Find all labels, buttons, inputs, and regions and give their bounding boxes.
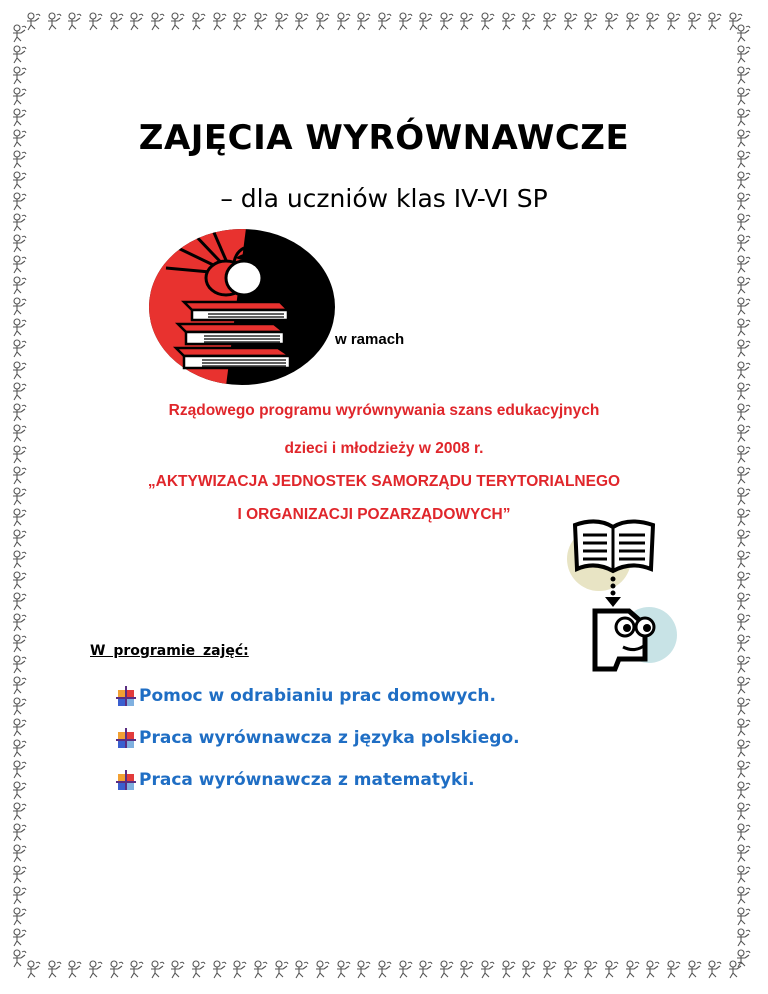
stick-figure-border-icon — [334, 960, 352, 980]
stick-figure-border-icon — [107, 12, 125, 32]
book-reading-character-icon — [565, 515, 677, 675]
stick-figure-border-icon — [292, 960, 310, 980]
stick-figure-border-icon — [10, 655, 28, 675]
stick-figure-border-icon — [65, 12, 83, 32]
stick-figure-border-icon — [643, 12, 661, 32]
stick-figure-border-icon — [734, 382, 752, 402]
right-border — [734, 24, 758, 970]
stick-figure-border-icon — [581, 12, 599, 32]
stick-figure-border-icon — [107, 960, 125, 980]
colored-square-bullet-icon — [116, 685, 138, 707]
list-item — [116, 759, 520, 801]
stick-figure-border-icon — [10, 823, 28, 843]
stick-figure-border-icon — [86, 960, 104, 980]
stick-figure-border-icon — [457, 960, 475, 980]
stick-figure-border-icon — [45, 960, 63, 980]
stick-figure-border-icon — [10, 255, 28, 275]
program-line-1: Rządowego programu wyrównywania szans edukacyjnych — [168, 402, 600, 419]
stick-figure-border-icon — [354, 960, 372, 980]
list-item — [116, 675, 520, 717]
stick-figure-border-icon — [705, 12, 723, 32]
stick-figure-border-icon — [10, 802, 28, 822]
stick-figure-border-icon — [437, 960, 455, 980]
stick-figure-border-icon — [86, 12, 104, 32]
stick-figure-border-icon — [292, 12, 310, 32]
program-line-3: „AKTYWIZACJA JEDNOSTEK SAMORZĄDU TERYTORIALNEGO — [147, 473, 621, 490]
stick-figure-border-icon — [10, 87, 28, 107]
activity-text: Pomoc w odrabianiu prac domowych. — [139, 686, 496, 706]
stick-figure-border-icon — [734, 655, 752, 675]
stick-figure-border-icon — [734, 276, 752, 296]
stick-figure-border-icon — [602, 960, 620, 980]
stick-figure-border-icon — [499, 960, 517, 980]
stick-figure-border-icon — [734, 697, 752, 717]
stick-figure-border-icon — [734, 823, 752, 843]
stick-figure-border-icon — [623, 960, 641, 980]
stick-figure-border-icon — [10, 571, 28, 591]
stick-figure-border-icon — [10, 844, 28, 864]
stick-figure-border-icon — [10, 718, 28, 738]
stick-figure-border-icon — [734, 592, 752, 612]
stick-figure-border-icon — [10, 382, 28, 402]
stick-figure-border-icon — [65, 960, 83, 980]
w-ramach-label: w ramach — [335, 331, 405, 348]
stick-figure-border-icon — [10, 66, 28, 86]
stick-figure-border-icon — [685, 960, 703, 980]
stick-figure-border-icon — [437, 12, 455, 32]
stick-figure-border-icon — [734, 613, 752, 633]
stick-figure-border-icon — [10, 213, 28, 233]
colored-square-bullet-icon — [116, 727, 138, 749]
stick-figure-border-icon — [272, 960, 290, 980]
stick-figure-border-icon — [168, 12, 186, 32]
stick-figure-border-icon — [10, 739, 28, 759]
stick-figure-border-icon — [734, 234, 752, 254]
stick-figure-border-icon — [734, 24, 752, 44]
stick-figure-border-icon — [251, 960, 269, 980]
stick-figure-border-icon — [127, 960, 145, 980]
stick-figure-border-icon — [734, 886, 752, 906]
stick-figure-border-icon — [10, 886, 28, 906]
stick-figure-border-icon — [10, 697, 28, 717]
stick-figure-border-icon — [734, 907, 752, 927]
stick-figure-border-icon — [10, 550, 28, 570]
stick-figure-border-icon — [10, 781, 28, 801]
stick-figure-border-icon — [561, 960, 579, 980]
stick-figure-border-icon — [10, 907, 28, 927]
stick-figure-border-icon — [10, 276, 28, 296]
stick-figure-border-icon — [734, 844, 752, 864]
stick-figure-border-icon — [10, 45, 28, 65]
stick-figure-border-icon — [734, 634, 752, 654]
stick-figure-border-icon — [416, 12, 434, 32]
stick-figure-border-icon — [734, 865, 752, 885]
stick-figure-border-icon — [734, 550, 752, 570]
stick-figure-border-icon — [664, 12, 682, 32]
page-title: ZAJĘCIA WYRÓWNAWCZE — [138, 118, 630, 158]
stick-figure-border-icon — [10, 339, 28, 359]
program-heading: W programie zajęć: — [90, 643, 249, 659]
stick-figure-border-icon — [499, 12, 517, 32]
stick-figure-border-icon — [734, 361, 752, 381]
stick-figure-border-icon — [10, 297, 28, 317]
stick-figure-border-icon — [734, 297, 752, 317]
stick-figure-border-icon — [148, 12, 166, 32]
stick-figure-border-icon — [734, 739, 752, 759]
stick-figure-border-icon — [734, 571, 752, 591]
stick-figure-border-icon — [10, 634, 28, 654]
stick-figure-border-icon — [457, 12, 475, 32]
stick-figure-border-icon — [148, 960, 166, 980]
stick-figure-border-icon — [230, 960, 248, 980]
stick-figure-border-icon — [10, 949, 28, 969]
program-line-2: dzieci i młodzieży w 2008 r. — [284, 440, 484, 457]
stick-figure-border-icon — [168, 960, 186, 980]
stick-figure-border-icon — [734, 781, 752, 801]
stick-figure-border-icon — [734, 66, 752, 86]
stick-figure-border-icon — [396, 12, 414, 32]
top-border — [24, 12, 744, 36]
stick-figure-border-icon — [734, 529, 752, 549]
stick-figure-border-icon — [10, 361, 28, 381]
stick-figure-border-icon — [705, 960, 723, 980]
stick-figure-border-icon — [734, 213, 752, 233]
stick-figure-border-icon — [734, 87, 752, 107]
stick-figure-border-icon — [210, 12, 228, 32]
stick-figure-border-icon — [734, 676, 752, 696]
program-line-4: I ORGANIZACJI POZARZĄDOWYCH” — [237, 506, 511, 523]
stick-figure-border-icon — [230, 12, 248, 32]
stick-figure-border-icon — [734, 802, 752, 822]
stick-figure-border-icon — [189, 12, 207, 32]
activities-list — [116, 675, 520, 801]
stick-figure-border-icon — [734, 718, 752, 738]
stick-figure-border-icon — [10, 529, 28, 549]
list-item — [116, 717, 520, 759]
stick-figure-border-icon — [396, 960, 414, 980]
stick-figure-border-icon — [478, 12, 496, 32]
stick-figure-border-icon — [734, 339, 752, 359]
stick-figure-border-icon — [10, 318, 28, 338]
stick-figure-border-icon — [375, 960, 393, 980]
stick-figure-border-icon — [334, 12, 352, 32]
stick-figure-border-icon — [127, 12, 145, 32]
stick-figure-border-icon — [313, 960, 331, 980]
stick-figure-border-icon — [478, 960, 496, 980]
stick-figure-border-icon — [561, 12, 579, 32]
stick-figure-border-icon — [581, 960, 599, 980]
stick-figure-border-icon — [685, 12, 703, 32]
stick-figure-border-icon — [416, 960, 434, 980]
activity-text: Praca wyrównawcza z matematyki. — [139, 770, 475, 790]
stick-figure-border-icon — [10, 928, 28, 948]
stick-figure-border-icon — [10, 592, 28, 612]
stick-figure-border-icon — [10, 613, 28, 633]
stick-figure-border-icon — [623, 12, 641, 32]
stick-figure-border-icon — [734, 45, 752, 65]
stick-figure-border-icon — [10, 234, 28, 254]
stick-figure-border-icon — [734, 318, 752, 338]
colored-square-bullet-icon — [116, 769, 138, 791]
stick-figure-border-icon — [540, 960, 558, 980]
stick-figure-border-icon — [602, 12, 620, 32]
stick-figure-border-icon — [10, 865, 28, 885]
stick-figure-border-icon — [734, 928, 752, 948]
stick-figure-border-icon — [540, 12, 558, 32]
stick-figure-border-icon — [354, 12, 372, 32]
page-subtitle: – dla uczniów klas IV-VI SP — [220, 184, 548, 213]
books-apple-icon — [148, 228, 336, 386]
stick-figure-border-icon — [10, 676, 28, 696]
stick-figure-border-icon — [45, 12, 63, 32]
stick-figure-border-icon — [251, 12, 269, 32]
stick-figure-border-icon — [734, 255, 752, 275]
left-border — [10, 24, 34, 970]
stick-figure-border-icon — [734, 760, 752, 780]
stick-figure-border-icon — [519, 960, 537, 980]
stick-figure-border-icon — [210, 960, 228, 980]
stick-figure-border-icon — [734, 949, 752, 969]
stick-figure-border-icon — [643, 960, 661, 980]
stick-figure-border-icon — [10, 24, 28, 44]
stick-figure-border-icon — [272, 12, 290, 32]
stick-figure-border-icon — [10, 760, 28, 780]
stick-figure-border-icon — [375, 12, 393, 32]
bottom-border — [24, 960, 744, 984]
stick-figure-border-icon — [189, 960, 207, 980]
stick-figure-border-icon — [313, 12, 331, 32]
stick-figure-border-icon — [664, 960, 682, 980]
stick-figure-border-icon — [519, 12, 537, 32]
activity-text: Praca wyrównawcza z języka polskiego. — [139, 728, 520, 748]
